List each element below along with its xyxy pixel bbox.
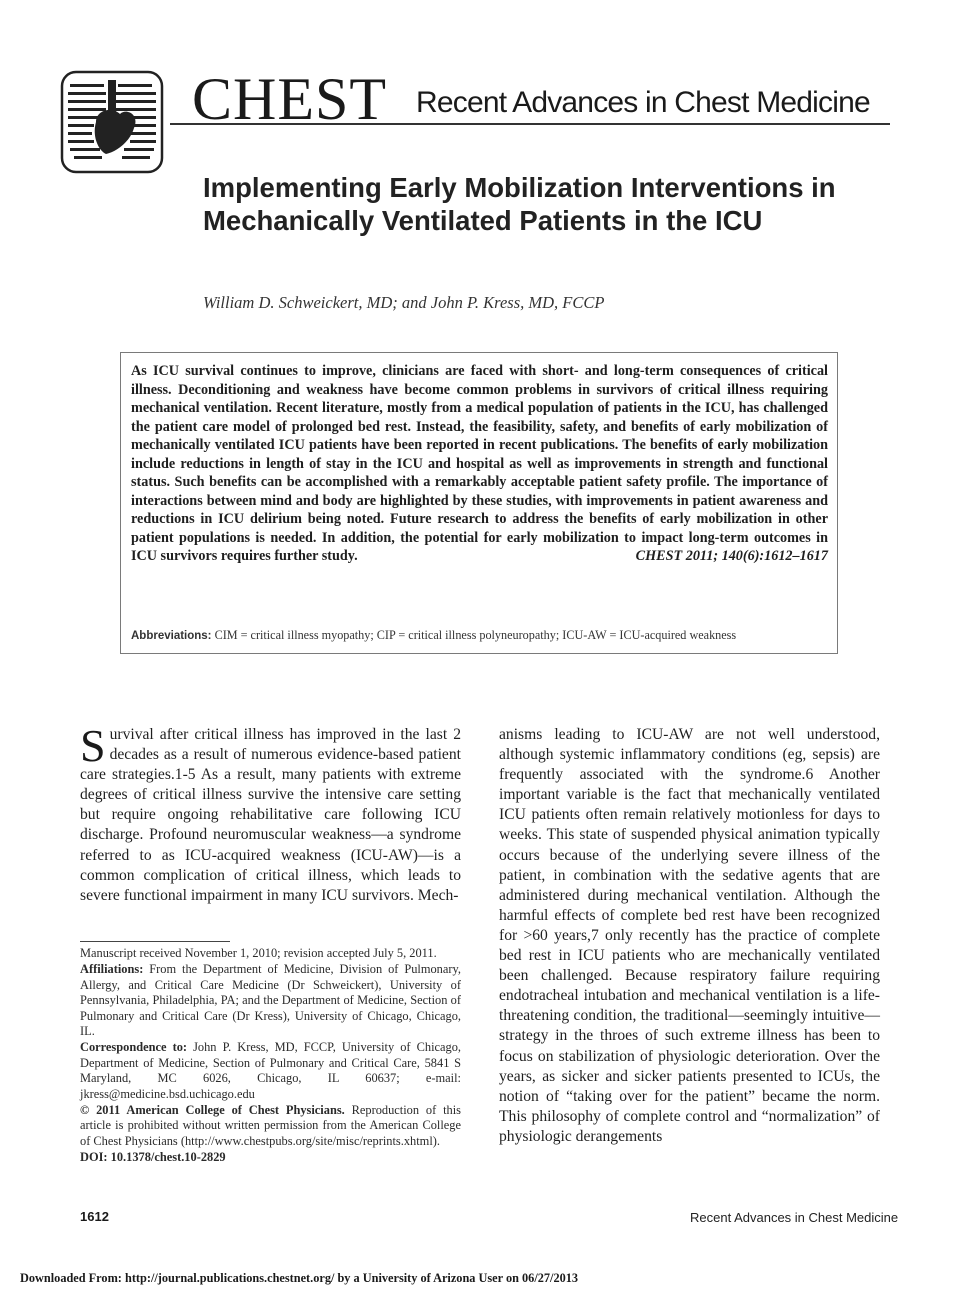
footnote-copyright: [80, 1103, 461, 1149]
affiliations-text: From the Department of Medicine, Division of Pulmonary, Allergy, and Critical Care Medicine (Dr Schweickert), University of Pennsylvania, Philadelphia, PA; and the Department of Medicine, Section of Pulmonary and Critical Care (Dr Kress), University of Chicago, Chicago, IL.: [80, 962, 461, 1039]
body-right-column: [499, 725, 880, 1147]
journal-name: CHEST: [192, 66, 388, 132]
footnote-manuscript: Manuscript received November 1, 2010; revision accepted July 5, 2011.: [80, 946, 437, 960]
footnotes: [80, 946, 461, 1167]
body-right-text: anisms leading to ICU-AW are not well understood, although systemic inflammatory conditions (eg, sepsis) are frequently associated with the syndrome.6 Another important variable is the fact that mechanically ventilated ICU patients often remain relatively motionless for days to weeks. This state of suspended physical animation typically occurs because of the underlying severe illness of the patient, in combination with the sedative agents that are administered during mechanical ventilation. Although the harmful effects of complete bed rest have been recognized for >60 years,7 only recently has the practice of complete bed rest in ICU patients who are mechanically ventilated been challenged. Because respiratory failure requiring endotracheal intubation and mechanical ventilation is a life-threatening condition, the traditional—seemingly intuitive—strategy in the throes of such extreme illness has been to focus on stabilization of physiologic deterioration. Over the years, as sicker and sicker patients presented to ICUs, the notion of “taking over for the patient” became the norm. This philosophy of complete control and “normalization” of physiologic derangements: [499, 726, 880, 1145]
doi-label: DOI:: [80, 1150, 108, 1165]
abbreviations-label: Abbreviations:: [131, 630, 212, 642]
section-title: Recent Advances in Chest Medicine: [416, 86, 870, 119]
doi-link[interactable]: 10.1378/chest.10-2829: [110, 1150, 226, 1165]
abstract-text: [131, 362, 828, 566]
drop-cap: S: [80, 720, 106, 771]
abstract-body: As ICU survival continues to improve, clinicians are faced with short- and long-term consequences of critical illness. Deconditioning and weakness have become common problems in survivors of critical illness requiring mechanical ventilation. Recent literature, mostly from a medical population of patients in the ICU, has challenged the patient care model of prolonged bed rest. Instead, the feasibility, safety, and benefits of early mobilization of mechanically ventilated ICU patients have been reported in recent publications. The benefits of early mobilization include reductions in length of stay in the ICU and hospital as well as improvements in strength and functional status. Such benefits can be accomplished with a remarkably acceptable patient safety profile. The importance of interactions between mind and body are highlighted by these studies, with improvements in patient awareness and reductions in ICU delirium being noted. Future research to address the benefits of early mobilization in other patient populations is needed. In addition, the potential for early mobilization to impact long-term outcomes in ICU survivors requires further study.: [131, 363, 828, 564]
abbreviations: [131, 628, 831, 643]
abstract-citation: CHEST 2011; 140(6):1612–1617: [635, 548, 828, 564]
footnote-rule: [80, 941, 230, 942]
footnote-affiliations: [80, 962, 461, 1039]
body-left-text: urvival after critical illness has improved in the last 2 decades as a result of numerous evidence-based patient care strategies.1-5 As a result, many patients with extreme degrees of critical illness survive the intensive care setting but require ongoing rehabilitative care following ICU discharge. Profound neuromuscular weakness—a syndrome referred to as ICU-acquired weakness (ICU-AW)—is a common complication of critical illness, which leads to severe functional impairment in many ICU survivors. Mech-: [80, 726, 461, 904]
copyright-label: © 2011 American College of Chest Physicians.: [80, 1103, 345, 1118]
affiliations-label: Affiliations:: [80, 962, 144, 977]
body-left-column: [80, 720, 461, 906]
footnote-correspondence: [80, 1040, 461, 1102]
chest-lungs-heart-logo-icon: [60, 70, 164, 174]
footnote-doi: [80, 1150, 461, 1165]
copyright-text: Reproduction of this article is prohibited without written permission from the American College of Chest Physicians (http://www.chestpubs.org/site/misc/reprints.xhtml).: [80, 1103, 461, 1148]
abbreviations-text: CIM = critical illness myopathy; CIP = critical illness polyneuropathy; ICU-AW = ICU-acquired weakness: [214, 628, 737, 642]
correspondence-text: John P. Kress, MD, FCCP, University of Chicago, Department of Medicine, Section of Pulmonary and Critical Care, 5841 S Maryland, MC 6026, Chicago, IL 60637; e-mail: jkress@medicine.bsd.uchicago.edu: [80, 1040, 462, 1101]
running-title: Recent Advances in Chest Medicine: [690, 1210, 899, 1225]
header-rule: [170, 123, 890, 125]
correspondence-label: Correspondence to:: [80, 1040, 188, 1055]
abstract-box: [120, 352, 838, 654]
page-number: 1612: [80, 1209, 109, 1224]
article-title: Implementing Early Mobilization Interventions in Mechanically Ventilated Patients in the ICU: [203, 172, 836, 236]
authors: William D. Schweickert, MD; and John P. Kress, MD, FCCP: [203, 293, 605, 312]
download-notice: Downloaded From: http://journal.publications.chestnet.org/ by a University of Arizona User on 06/27/2013: [20, 1271, 579, 1285]
